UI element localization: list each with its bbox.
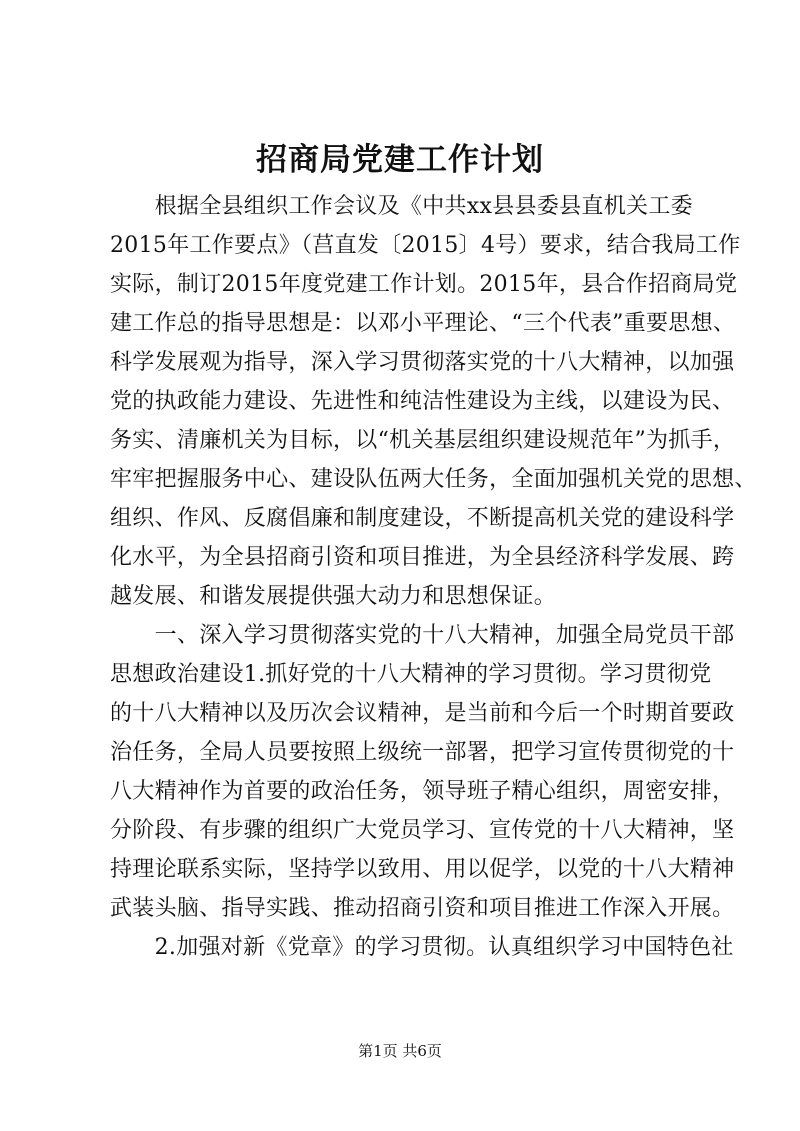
body-line: 建工作总的指导思想是：以邓小平理论、“三个代表”重要思想、 [110, 311, 736, 336]
body-line: 2015年工作要点》（莒直发〔2015〕4号）要求，结合我局工作 [110, 233, 741, 258]
body-line: 越发展、和谐发展提供强大动力和思想保证。 [110, 584, 557, 609]
body-line: 党的执政能力建设、先进性和纯洁性建设为主线，以建设为民、 [110, 389, 735, 414]
body-line: 治任务，全局人员要按照上级统一部署，把学习宣传贯彻党的十 [110, 740, 735, 765]
body-line: 组织、作风、反腐倡廉和制度建设，不断提高机关党的建设科学 [110, 506, 735, 531]
body-line: 科学发展观为指导，深入学习贯彻落实党的十八大精神，以加强 [110, 350, 735, 375]
body-line: 牢牢把握服务中心、建设队伍两大任务，全面加强机关党的思想、 [110, 467, 757, 492]
body-line: 实际，制订2015年度党建工作计划。2015年，县合作招商局党 [110, 272, 738, 297]
body-line: 根据全县组织工作会议及《中共xx县县委县直机关工委 [110, 194, 693, 219]
body-line: 思想政治建设1.抓好党的十八大精神的学习贯彻。学习贯彻党 [110, 662, 712, 687]
body-line: 持理论联系实际，坚持学以致用、用以促学，以党的十八大精神 [110, 857, 735, 882]
body-line: 武装头脑、指导实践、推动招商引资和项目推进工作深入开展。 [110, 896, 735, 921]
body-line: 化水平，为全县招商引资和项目推进，为全县经济科学发展、跨 [110, 545, 735, 570]
page-footer: 第1页 共6页 [358, 1042, 442, 1060]
document-title: 招商局党建工作计划 [256, 142, 544, 178]
body-line: 的十八大精神以及历次会议精神，是当前和今后一个时期首要政 [110, 701, 735, 726]
body-line: 务实、清廉机关为目标，以“机关基层组织建设规范年”为抓手， [110, 428, 736, 453]
body-line: 分阶段、有步骤的组织广大党员学习、宣传党的十八大精神，坚 [110, 818, 735, 843]
body-line: 一、深入学习贯彻落实党的十八大精神，加强全局党员干部 [110, 623, 735, 648]
body-line: 2.加强对新《党章》的学习贯彻。认真组织学习中国特色社 [110, 935, 734, 960]
body-line: 八大精神作为首要的政治任务，领导班子精心组织，周密安排， [110, 779, 735, 804]
